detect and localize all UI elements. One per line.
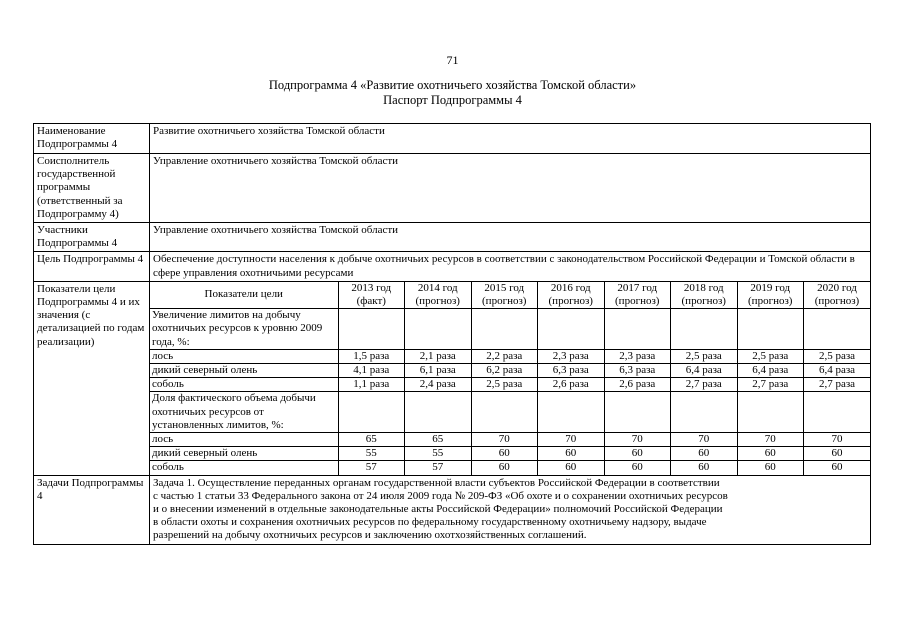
indicator-value: 70 — [737, 433, 804, 447]
indicator-value: 2,7 раза — [737, 378, 804, 392]
header-year: 2017 год (прогноз) — [604, 282, 671, 309]
title-line-1: Подпрограмма 4 «Развитие охотничьего хозяйства Томской области» — [268, 78, 637, 92]
indicator-value: 60 — [737, 461, 804, 475]
indicator-value: 6,1 раза — [405, 364, 472, 378]
indicator-value: 60 — [538, 447, 605, 461]
indicator-value: 60 — [604, 461, 671, 475]
indicator-value: 60 — [471, 447, 538, 461]
header-year: 2020 год (прогноз) — [804, 282, 871, 309]
header-indicators: Показатели цели — [150, 282, 338, 309]
indicator-value: 2,2 раза — [471, 349, 538, 363]
task-line: Задача 1. Осуществление переданных органам государственной власти субъектов Российской Федерации в соответствии — [153, 476, 720, 489]
row-goal — [34, 252, 871, 281]
row-value: Развитие охотничьего хозяйства Томской области — [150, 124, 871, 154]
table-row — [150, 349, 870, 363]
row-label: Задачи Подпрограммы 4 — [34, 475, 150, 544]
indicator-value: 6,4 раза — [804, 364, 871, 378]
indicator-value: 4,1 раза — [338, 364, 405, 378]
row-participants — [34, 223, 871, 252]
document-title — [0, 78, 905, 108]
indicator-value: 2,3 раза — [538, 349, 605, 363]
header-year: 2018 год (прогноз) — [671, 282, 738, 309]
indicator-value: 2,6 раза — [604, 378, 671, 392]
indicator-value: 2,5 раза — [671, 349, 738, 363]
header-year: 2019 год (прогноз) — [737, 282, 804, 309]
indicator-value: 6,3 раза — [604, 364, 671, 378]
indicator-value: 55 — [338, 447, 405, 461]
indicator-name: соболь — [150, 461, 338, 475]
table-row — [150, 447, 870, 461]
indicator-value: 6,3 раза — [538, 364, 605, 378]
row-tasks — [34, 475, 871, 544]
header-year: 2015 год (прогноз) — [471, 282, 538, 309]
indicator-value: 70 — [671, 433, 738, 447]
indicator-value: 65 — [405, 433, 472, 447]
row-name — [34, 124, 871, 154]
row-label: Показатели цели Подпрограммы 4 и их значения (с детализацией по годам реализации) — [34, 281, 150, 475]
task-line: разрешений на добычу охотничьих ресурсов и заключению охотхозяйственных соглашений. — [153, 529, 587, 542]
passport-table — [33, 123, 871, 545]
indicator-value: 60 — [804, 447, 871, 461]
indicators-header-row — [150, 282, 870, 309]
indicator-value: 60 — [737, 447, 804, 461]
indicator-value: 70 — [471, 433, 538, 447]
indicator-value: 60 — [471, 461, 538, 475]
row-indicators — [34, 281, 871, 475]
indicator-value: 1,1 раза — [338, 378, 405, 392]
indicator-name: лось — [150, 349, 338, 363]
indicator-value: 60 — [804, 461, 871, 475]
row-label: Наименование Подпрограммы 4 — [34, 124, 150, 154]
indicator-value: 65 — [338, 433, 405, 447]
row-value: Обеспечение доступности населения к добыче охотничьих ресурсов в соответствии с законодательством Российской Федерации и Томской области в сфере управления охотничьими ресурсами — [150, 252, 871, 281]
row-coexecutor — [34, 154, 871, 223]
indicator-value: 2,3 раза — [604, 349, 671, 363]
indicator-value: 2,7 раза — [804, 378, 871, 392]
indicator-value: 60 — [604, 447, 671, 461]
row-value: Управление охотничьего хозяйства Томской области — [150, 223, 871, 252]
group-title-row — [150, 392, 870, 433]
indicator-value: 2,5 раза — [804, 349, 871, 363]
indicator-value: 1,5 раза — [338, 349, 405, 363]
indicators-table — [150, 282, 870, 475]
indicator-name: дикий северный олень — [150, 364, 338, 378]
indicator-value: 6,4 раза — [671, 364, 738, 378]
table-row — [150, 364, 870, 378]
row-label: Соисполнитель государственной программы (ответственный за Подпрограмму 4) — [34, 154, 150, 223]
table-row — [150, 461, 870, 475]
indicator-value: 2,5 раза — [737, 349, 804, 363]
task-line: с частью 1 статьи 33 Федерального закона от 24 июля 2009 года № 209-ФЗ «Об охоте и о сохранении охотничьих ресурсов — [153, 489, 728, 502]
indicator-value: 55 — [405, 447, 472, 461]
indicator-value: 2,7 раза — [671, 378, 738, 392]
indicator-name: соболь — [150, 378, 338, 392]
indicator-name: лось — [150, 433, 338, 447]
row-label: Цель Подпрограммы 4 — [34, 252, 150, 281]
indicator-value: 2,5 раза — [471, 378, 538, 392]
header-year: 2014 год (прогноз) — [405, 282, 472, 309]
task-line: и о внесении изменений в отдельные законодательные акты Российской Федерации» полномочий Российской Федерации — [153, 503, 723, 516]
indicator-value: 6,2 раза — [471, 364, 538, 378]
row-value — [150, 475, 871, 544]
indicator-value: 70 — [538, 433, 605, 447]
header-year: 2016 год (прогноз) — [538, 282, 605, 309]
indicator-value: 6,4 раза — [737, 364, 804, 378]
indicator-name: дикий северный олень — [150, 447, 338, 461]
indicator-value: 57 — [338, 461, 405, 475]
indicator-value: 2,6 раза — [538, 378, 605, 392]
indicator-value: 70 — [804, 433, 871, 447]
group-title: Доля фактического объема добычи охотничьих ресурсов от установленных лимитов, %: — [150, 392, 338, 433]
indicator-value: 70 — [604, 433, 671, 447]
row-label: Участники Подпрограммы 4 — [34, 223, 150, 252]
page-number: 71 — [446, 53, 459, 67]
table-row — [150, 433, 870, 447]
header-year: 2013 год (факт) — [338, 282, 405, 309]
indicator-value: 57 — [405, 461, 472, 475]
indicator-value: 60 — [671, 447, 738, 461]
indicator-value: 60 — [671, 461, 738, 475]
group-title: Увеличение лимитов на добычу охотничьих ресурсов к уровню 2009 года, %: — [150, 309, 338, 350]
title-line-2: Паспорт Подпрограммы 4 — [383, 93, 522, 107]
group-title-row — [150, 309, 870, 350]
indicator-value: 60 — [538, 461, 605, 475]
indicator-value: 2,1 раза — [405, 349, 472, 363]
indicator-value: 2,4 раза — [405, 378, 472, 392]
task-line: в области охоты и сохранения охотничьих ресурсов по федеральному государственному охотничьему надзору, выдаче — [153, 516, 707, 529]
row-value: Управление охотничьего хозяйства Томской области — [150, 154, 871, 223]
table-row — [150, 378, 870, 392]
